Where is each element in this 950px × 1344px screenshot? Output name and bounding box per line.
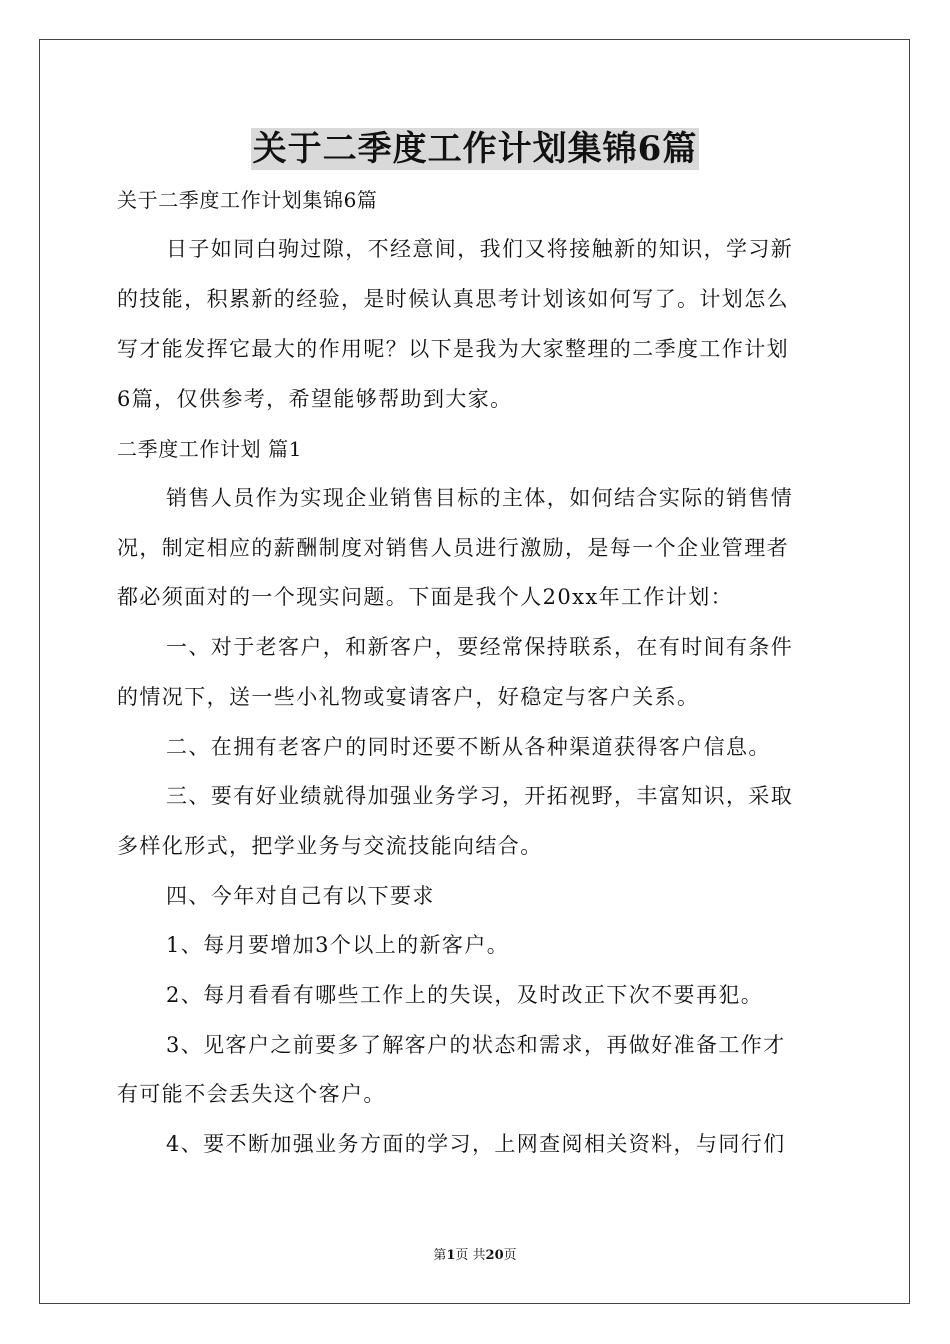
text-line: 2、每月看看有哪些工作上的失误，及时改正下次不要再犯。: [166, 983, 764, 1007]
text-line: 二、在拥有老客户的同时还要不断从各种渠道获得客户信息。: [166, 735, 771, 759]
text-line: 3、见客户之前要多了解客户的状态和需求，再做好准备工作才: [166, 1033, 786, 1057]
text-line: 4、要不断加强业务方面的学习，上网查阅相关资料，与同行们: [166, 1132, 786, 1156]
text-line: 三、要有好业绩就得加强业务学习，开拓视野，丰富知识，采取: [166, 784, 794, 808]
text-line: 写才能发挥它最大的作用呢？以下是我为大家整理的二季度工作计划: [117, 337, 789, 361]
text-line: 的技能，积累新的经验，是时候认真思考计划该如何写了。计划怎么: [117, 287, 789, 311]
text-line: 四、今年对自己有以下要求: [166, 884, 435, 908]
footer-suffix: 页: [503, 1248, 517, 1263]
text-line: 6篇，仅供参考，希望能够帮助到大家。: [117, 387, 513, 411]
text-line: 1、每月要增加3个以上的新客户。: [166, 933, 510, 957]
text-line: 的情况下，送一些小礼物或宴请客户，好稳定与客户关系。: [117, 685, 700, 709]
text-line: 况，制定相应的薪酬制度对销售人员进行激励，是每一个企业管理者: [117, 536, 789, 560]
section-heading: 二季度工作计划 篇1: [117, 437, 303, 461]
text-line: 多样化形式，把学业务与交流技能向结合。: [117, 834, 543, 858]
text-line: 有可能不会丢失这个客户。: [117, 1082, 386, 1106]
text-line: 一、对于老客户，和新客户，要经常保持联系，在有时间有条件: [166, 635, 794, 659]
text-line: 日子如同白驹过隙，不经意间，我们又将接触新的知识，学习新: [166, 237, 794, 261]
section-heading: 关于二季度工作计划集锦6篇: [117, 188, 378, 212]
page-footer: [0, 1248, 950, 1264]
footer-page-number: 1: [446, 1248, 456, 1263]
footer-mid: 页 共: [455, 1248, 486, 1263]
footer-total-pages: 20: [485, 1248, 504, 1263]
text-line: 都必须面对的一个现实问题。下面是我个人20xx年工作计划：: [117, 585, 734, 609]
document-title: 关于二季度工作计划集锦6篇: [252, 129, 698, 169]
title-container: [0, 128, 950, 170]
page-border: [39, 39, 910, 1304]
text-line: 销售人员作为实现企业销售目标的主体，如何结合实际的销售情: [166, 486, 794, 510]
footer-prefix: 第: [433, 1248, 447, 1263]
